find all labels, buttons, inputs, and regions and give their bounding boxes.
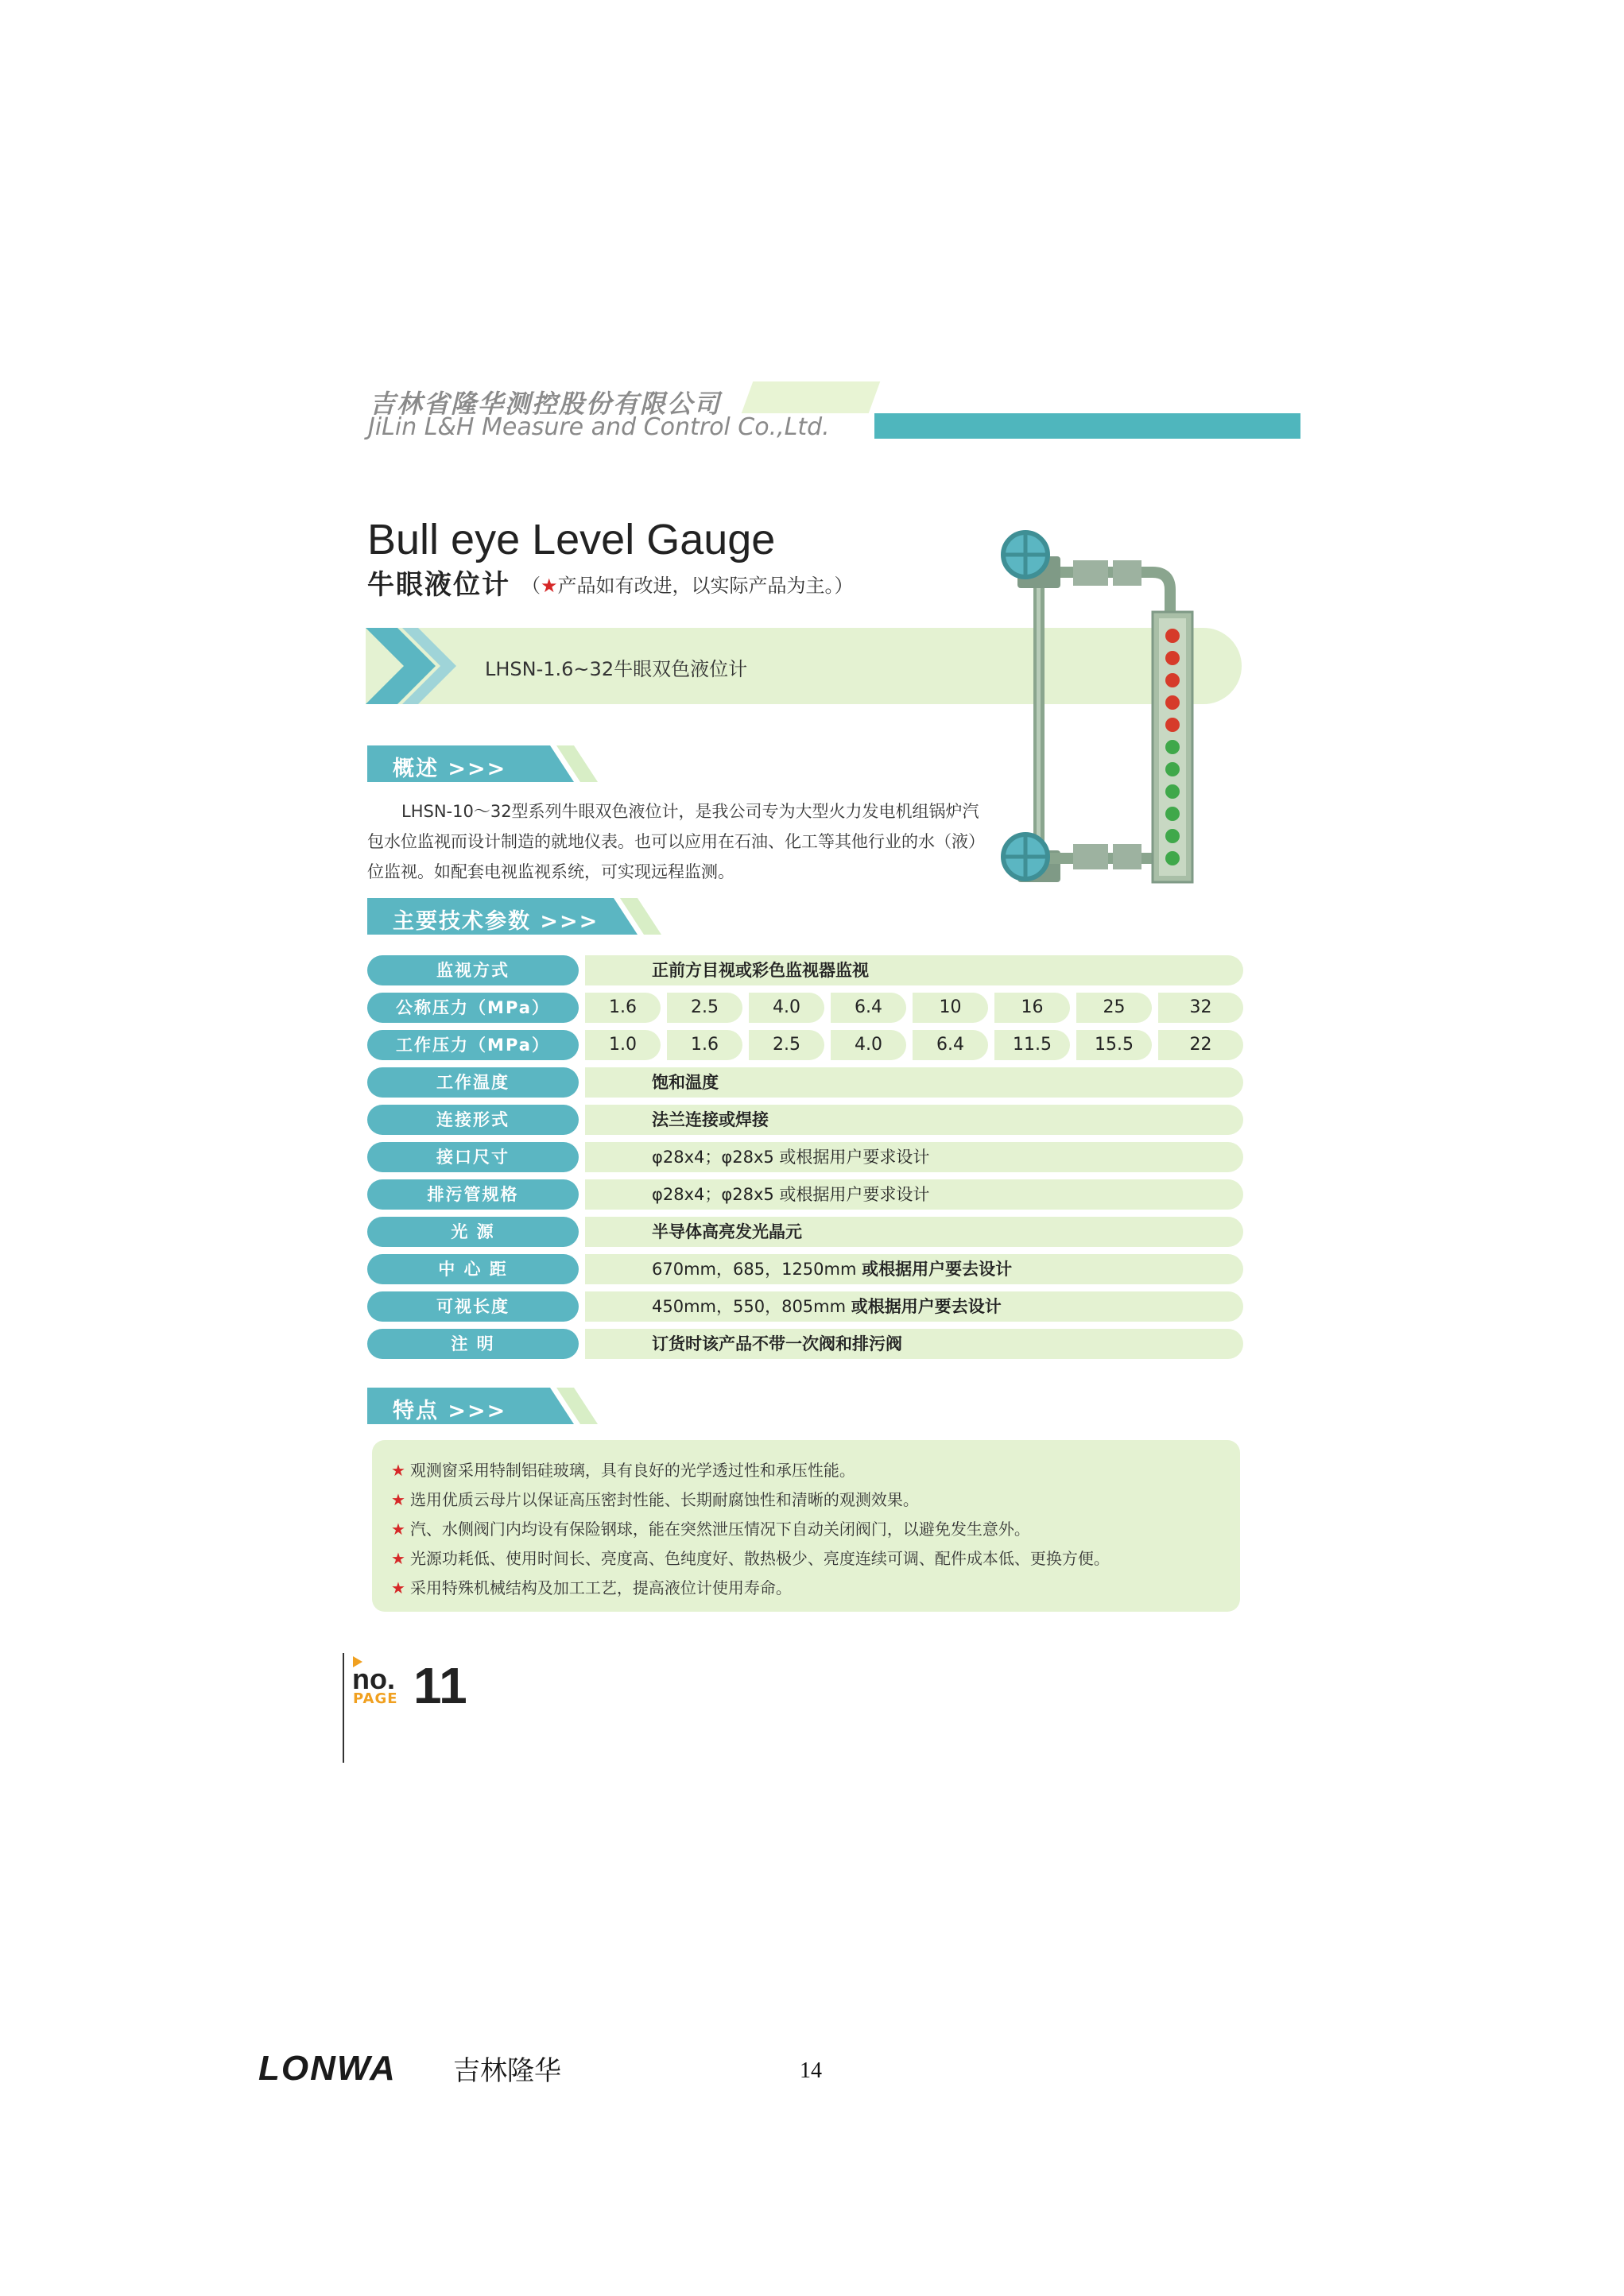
list-item — [391, 1485, 1240, 1515]
value-cell: 1.0 — [585, 1030, 661, 1060]
features-box — [372, 1440, 1240, 1612]
row-label: 工作压力（MPa） — [367, 1030, 579, 1060]
header-accent-light — [742, 381, 881, 413]
value-cell: 6.4 — [913, 1030, 988, 1060]
page-badge-number: 11 — [413, 1657, 467, 1714]
value-part: 450mm，550，805mm — [652, 1297, 851, 1316]
value-cell: 2.5 — [749, 1030, 824, 1060]
table-row — [367, 1067, 1243, 1098]
value-cell: 32 — [1158, 993, 1243, 1023]
table-row — [367, 1217, 1243, 1247]
page-badge-no: no. — [352, 1663, 395, 1695]
row-value: φ28x4；φ28x5 或根据用户要求设计 — [585, 1179, 1243, 1210]
page-number: 14 — [800, 2058, 822, 2083]
value-cell: 6.4 — [831, 993, 906, 1023]
value-cell: 11.5 — [994, 1030, 1070, 1060]
row-values — [585, 993, 1243, 1023]
product-title-en: Bull eye Level Gauge — [367, 516, 776, 563]
star-icon: ★ — [391, 1490, 405, 1509]
star-icon: ★ — [391, 1461, 405, 1480]
value-cell: 16 — [994, 993, 1070, 1023]
value-part-bold: 或根据用户要去设计 — [862, 1260, 1013, 1279]
value-cell: 10 — [913, 993, 988, 1023]
overview-text — [367, 796, 987, 887]
header-accent-bar — [874, 413, 1300, 439]
value-cell: 4.0 — [749, 993, 824, 1023]
star-icon: ★ — [391, 1549, 405, 1568]
feature-text: 采用特殊机械结构及加工工艺，提高液位计使用寿命。 — [409, 1578, 792, 1597]
params-heading-text: 主要技术参数 >>> — [393, 909, 599, 934]
value-cell: 1.6 — [585, 993, 661, 1023]
company-name-cn: 吉林省隆华测控股份有限公司 — [370, 389, 722, 419]
row-label: 接口尺寸 — [367, 1142, 579, 1172]
row-value: 订货时该产品不带一次阀和排污阀 — [585, 1329, 1243, 1359]
row-value — [585, 1254, 1243, 1284]
feature-text: 选用优质云母片以保证高压密封性能、长期耐腐蚀性和清晰的观测效果。 — [409, 1490, 919, 1509]
features-heading-text: 特点 >>> — [393, 1399, 507, 1423]
row-value: 半导体高亮发光晶元 — [585, 1217, 1243, 1247]
note-open: （ — [521, 575, 541, 597]
value-cell: 22 — [1158, 1030, 1243, 1060]
row-label: 光 源 — [367, 1217, 579, 1247]
table-row — [367, 1030, 1243, 1060]
row-label: 可视长度 — [367, 1291, 579, 1322]
double-chevron-icon — [366, 628, 461, 704]
star-icon: ★ — [391, 1578, 405, 1597]
table-row — [367, 1105, 1243, 1135]
value-cell: 15.5 — [1076, 1030, 1152, 1060]
star-icon: ★ — [541, 575, 558, 597]
row-label: 排污管规格 — [367, 1179, 579, 1210]
product-note — [521, 570, 854, 598]
value-cell: 4.0 — [831, 1030, 906, 1060]
overview-heading-text: 概述 >>> — [393, 757, 507, 781]
star-icon: ★ — [391, 1520, 405, 1539]
model-label: LHSN-1.6~32牛眼双色液位计 — [485, 658, 748, 680]
row-label: 中 心 距 — [367, 1254, 579, 1284]
value-part: 670mm，685，1250mm — [652, 1260, 862, 1279]
overview-paragraph: LHSN-10～32型系列牛眼双色液位计，是我公司专为大型火力发电机组锅炉汽包水位监视而设计制造的就地仪表。也可以应用在石油、化工等其他行业的水（液）位监视。如配套电视监视系统，可实现远程监测。 — [367, 802, 985, 881]
row-label: 注 明 — [367, 1329, 579, 1359]
table-row — [367, 1291, 1243, 1322]
company-name-en: JiLin L&H Measure and Control Co.,Ltd. — [368, 413, 830, 441]
note-text: 产品如有改进，以实际产品为主。） — [557, 575, 854, 597]
row-label: 连接形式 — [367, 1105, 579, 1135]
row-value: 正前方目视或彩色监视器监视 — [585, 955, 1243, 985]
level-gauge-image — [994, 517, 1248, 890]
value-part-bold: 或根据用户要去设计 — [851, 1297, 1002, 1316]
brand-name-cn: 吉林隆华 — [453, 2055, 561, 2087]
brand-logo: LONWA — [258, 2049, 397, 2088]
table-row — [367, 993, 1243, 1023]
table-row — [367, 1179, 1243, 1210]
row-label: 监视方式 — [367, 955, 579, 985]
row-value: 饱和温度 — [585, 1067, 1243, 1098]
table-row — [367, 1142, 1243, 1172]
list-item — [391, 1544, 1240, 1574]
feature-text: 汽、水侧阀门内均设有保险钢球，能在突然泄压情况下自动关闭阀门，以避免发生意外。 — [409, 1520, 1030, 1539]
row-value: φ28x4；φ28x5 或根据用户要求设计 — [585, 1142, 1243, 1172]
table-row — [367, 1329, 1243, 1359]
value-cell: 1.6 — [667, 1030, 742, 1060]
table-row — [367, 1254, 1243, 1284]
page-badge-divider — [343, 1653, 344, 1763]
row-value: 法兰连接或焊接 — [585, 1105, 1243, 1135]
table-row — [367, 955, 1243, 985]
value-cell: 25 — [1076, 993, 1152, 1023]
page-badge-page: PAGE — [353, 1690, 398, 1707]
row-values — [585, 1030, 1243, 1060]
list-item — [391, 1456, 1240, 1485]
row-label: 公称压力（MPa） — [367, 993, 579, 1023]
row-label: 工作温度 — [367, 1067, 579, 1098]
list-item — [391, 1515, 1240, 1544]
product-title-cn: 牛眼液位计 — [367, 569, 510, 601]
list-item — [391, 1574, 1240, 1603]
feature-text: 光源功耗低、使用时间长、亮度高、色纯度好、散热极少、亮度连续可调、配件成本低、更换方便。 — [409, 1549, 1110, 1568]
feature-text: 观测窗采用特制铝硅玻璃，具有良好的光学透过性和承压性能。 — [409, 1461, 855, 1480]
row-value — [585, 1291, 1243, 1322]
value-cell: 2.5 — [667, 993, 742, 1023]
